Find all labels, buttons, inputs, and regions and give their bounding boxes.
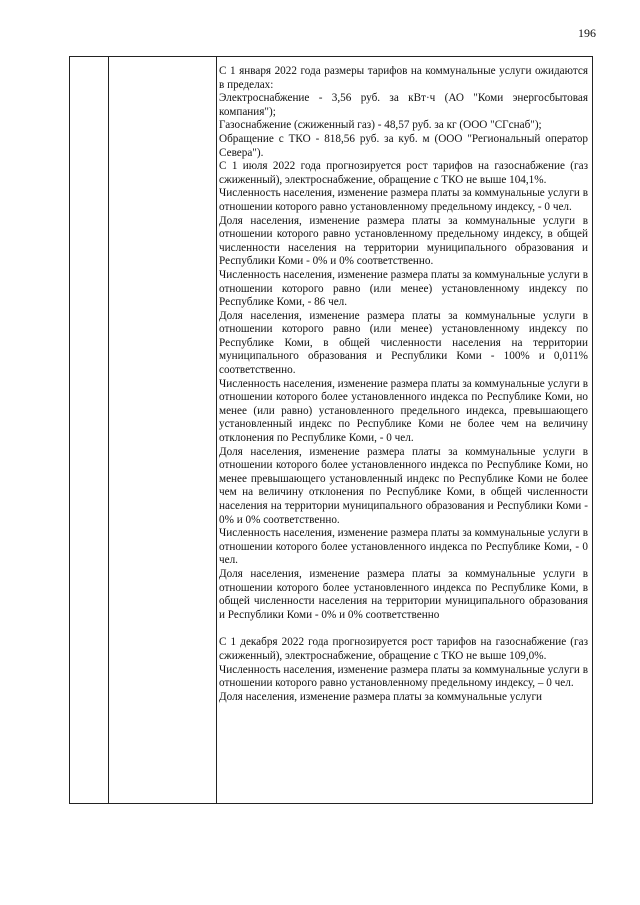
paragraph: С 1 июля 2022 года прогнозируется рост тарифов на газоснабжение (газ сжиженный), электроснабжение, обращение с ТКО не выше 104,1%. — [219, 160, 588, 186]
paragraph: Доля населения, изменение размера платы за коммунальные услуги в отношении которого равно (или менее) установленному индексу по Республике Коми, в общей численности населения на территории муниципального образования и Республики Коми - 100% и 0,011% соответственно. — [219, 309, 588, 377]
table-column-divider — [216, 57, 217, 803]
paragraph: Численность населения, изменение размера платы за коммунальные услуги в отношении которого равно установленному предельному индексу, – 0 чел. — [219, 663, 588, 690]
paragraph: Численность населения, изменение размера платы за коммунальные услуги в отношении которого более установленного индекса по Республике Коми, - 0 чел. — [219, 527, 588, 567]
paragraph: Численность населения, изменение размера платы за коммунальные услуги в отношении которого равно установленному предельному индексу, - 0 чел. — [219, 187, 588, 213]
paragraph: Доля населения, изменение размера платы за коммунальные услуги — [219, 690, 543, 703]
paragraph: Доля населения, изменение размера платы за коммунальные услуги в отношении которого более установленного индекса по Республике Коми, но менее превышающего установленный индекс по Республике Коми не более чем на величину отклонения по Республике Коми, в общей численности населения на территории муниципального образования и Республики Коми - 0% и 0% соответственно. — [219, 445, 588, 526]
paragraph: Доля населения, изменение размера платы за коммунальные услуги в отношении которого более установленного индекса по Республике Коми, в общей численности населения на территории муниципального образования и Республики Коми - 0% и 0% соответственно — [219, 567, 588, 621]
document-table — [69, 56, 593, 804]
paragraph: С 1 декабря 2022 года прогнозируется рост тарифов на газоснабжение (газ сжиженный), электроснабжение, обращение с ТКО не выше 109,0%. — [219, 636, 588, 662]
paragraph: Численность населения, изменение размера платы за коммунальные услуги в отношении которого более установленного индекса по Республике Коми, но менее (или равно) установленного предельного индекса, превышающего установленный индекс по Республике Коми не более чем на величину отклонения по Республике Коми, - 0 чел. — [219, 377, 588, 445]
page-number: 196 — [578, 26, 596, 40]
paragraph: Доля населения, изменение размера платы за коммунальные услуги в отношении которого равно установленному предельному индексу, в общей численности населения на территории муниципального образования и Республики Коми - 0% и 0% соответственно. — [219, 214, 588, 268]
paragraph: Газоснабжение (сжиженный газ) - 48,57 руб. за кг (ООО "СГснаб"); — [219, 119, 542, 132]
paragraph: Обращение с ТКО - 818,56 руб. за куб. м (ООО "Региональный оператор Севера"). — [219, 132, 588, 159]
table-text-cell — [219, 65, 588, 704]
table-column-divider — [108, 57, 109, 803]
paragraph: С 1 января 2022 года размеры тарифов на коммунальные услуги ожидаются в пределах: — [219, 65, 588, 91]
paragraph: Электроснабжение - 3,56 руб. за кВт·ч (АО "Коми энергосбытовая компания"); — [219, 92, 588, 118]
paragraph: Численность населения, изменение размера платы за коммунальные услуги в отношении которого равно (или менее) установленному индексу по Республике Коми, - 86 чел. — [219, 268, 588, 309]
